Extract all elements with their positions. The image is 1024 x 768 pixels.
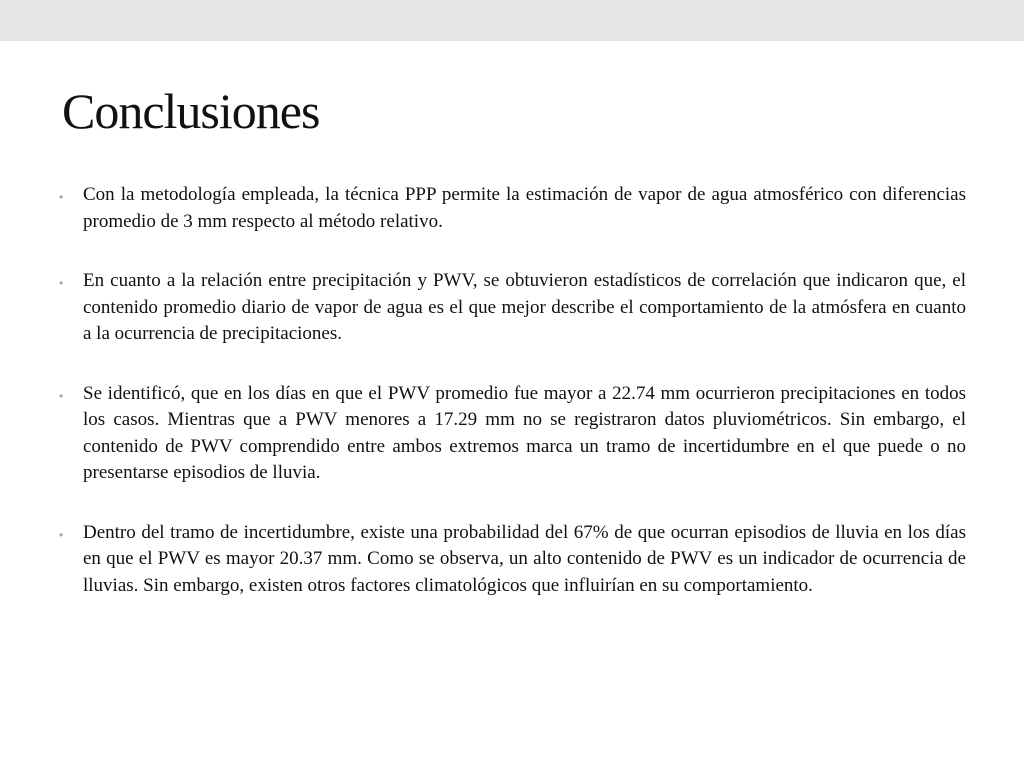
bullet-text: Con la metodología empleada, la técnica PPP permite la estimación de vapor de agua atmosférico con diferencias promedio de 3 mm respecto al método relativo. [83,184,966,232]
bullet-icon: • [59,388,64,403]
bullet-item [58,182,966,235]
bullet-item [58,268,966,348]
top-band [0,0,1024,41]
bullet-item [58,381,966,487]
bullet-icon: • [59,527,64,542]
bullet-text: En cuanto a la relación entre precipitación y PWV, se obtuvieron estadísticos de correlación que indicaron que, el contenido promedio diario de vapor de agua es el que mejor describe el comportamiento de la atmósfera en cuanto a la ocurrencia de precipitaciones. [83,270,966,344]
bullet-icon: • [59,190,64,204]
bullet-item [58,520,966,600]
bullet-icon: • [59,276,64,290]
bullet-text: Dentro del tramo de incertidumbre, existe una probabilidad del 67% de que ocurran episodios de lluvia en los días en que el PWV es mayor 20.37 mm. Como se observa, un alto contenido de PWV es un indicador de ocurrencia de lluvias. Sin embargo, existen otros factores climatológicos que influirían en su comportamiento. [83,521,966,596]
slide-title: Conclusiones [62,83,320,139]
bullet-list [58,182,966,632]
bullet-text: Se identificó, que en los días en que el PWV promedio fue mayor a 22.74 mm ocurrieron precipitaciones en todos los casos. Mientras que a PWV menores a 17.29 mm no se registraron datos pluviométricos. Sin embargo, el contenido de PWV comprendido entre ambos extremos marca un tramo de incertidumbre en el que puede o no presentarse episodios de lluvia. [83,382,966,483]
